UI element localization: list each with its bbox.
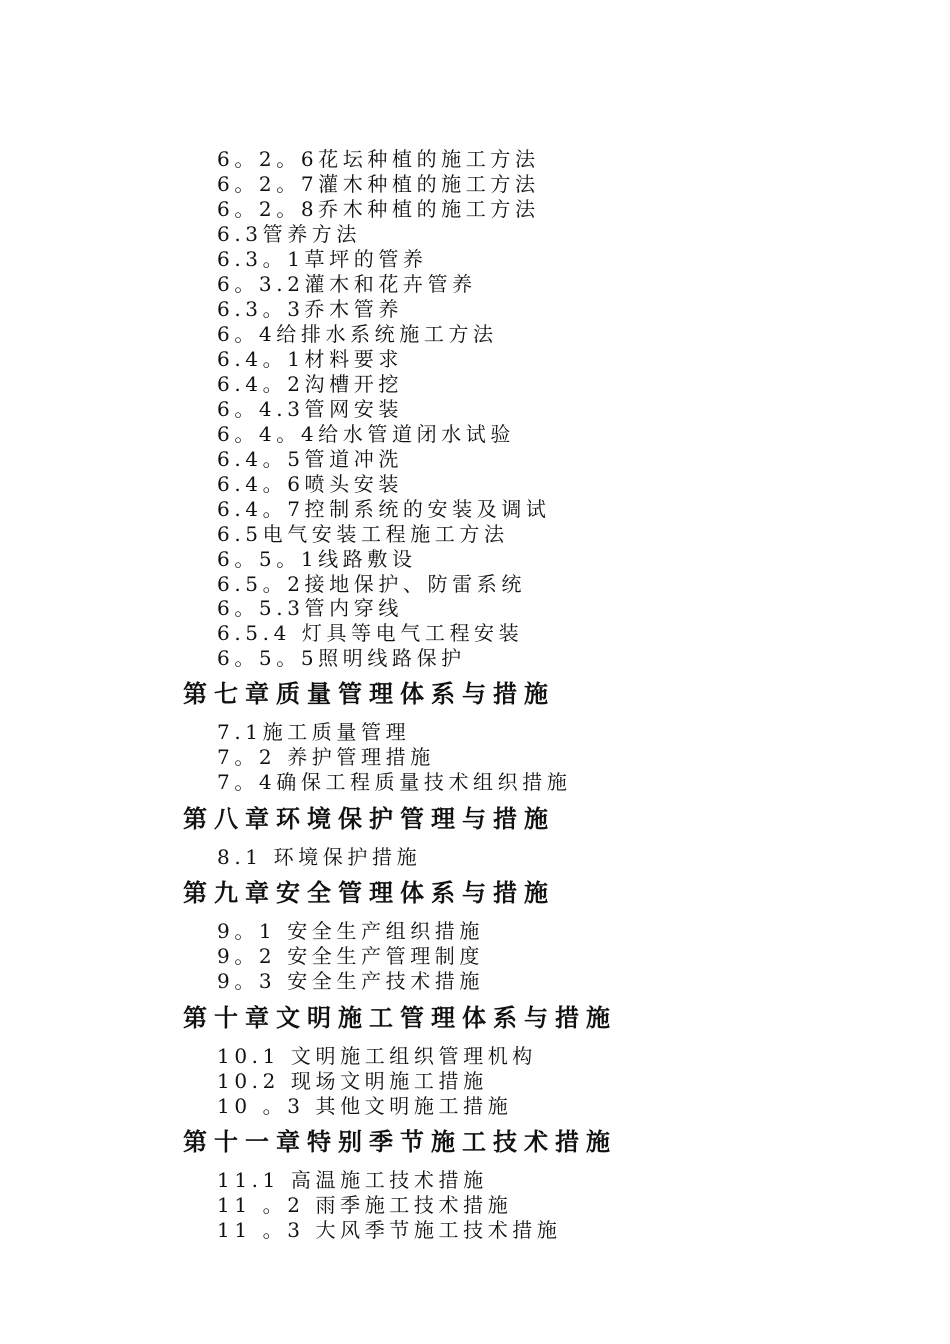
toc-entry: 6.5。2接地保护、防雷系统 <box>217 572 526 596</box>
chapter-heading: 第十一章特别季节施工技术措施 <box>183 1127 617 1156</box>
toc-entry: 6。4.3管网安装 <box>217 397 403 421</box>
toc-entry: 7.1施工质量管理 <box>217 720 411 744</box>
toc-entry: 10.1 文明施工组织管理机构 <box>217 1044 537 1068</box>
toc-entry: 6.4。6喷头安装 <box>217 472 403 496</box>
toc-entry: 6.5电气安装工程施工方法 <box>217 522 509 546</box>
toc-entry: 6.3。1草坪的管养 <box>217 247 428 271</box>
toc-entry: 6。4给排水系统施工方法 <box>217 322 498 346</box>
toc-entry: 6。5.3管内穿线 <box>217 596 403 620</box>
chapter-heading: 第七章质量管理体系与措施 <box>183 679 555 708</box>
toc-entry: 10.2 现场文明施工措施 <box>217 1069 488 1093</box>
toc-entry: 6。5。1线路敷设 <box>217 547 417 571</box>
toc-entry: 11.1 高温施工技术措施 <box>217 1168 488 1192</box>
toc-entry: 6。2。8乔木种植的施工方法 <box>217 197 540 221</box>
toc-entry: 11 。2 雨季施工技术措施 <box>217 1193 513 1217</box>
toc-entry: 8.1 环境保护措施 <box>217 845 422 869</box>
toc-entry: 6。4。4给水管道闭水试验 <box>217 422 515 446</box>
toc-entry: 6.4。1材料要求 <box>217 347 403 371</box>
toc-entry: 7。4确保工程质量技术组织措施 <box>217 770 572 794</box>
toc-entry: 6。2。7灌木种植的施工方法 <box>217 172 540 196</box>
toc-entry: 6。2。6花坛种植的施工方法 <box>217 147 540 171</box>
toc-entry: 6.5.4 灯具等电气工程安装 <box>217 621 524 645</box>
toc-entry: 6.4。7控制系统的安装及调试 <box>217 497 551 521</box>
toc-entry: 9。1 安全生产组织措施 <box>217 919 485 943</box>
chapter-heading: 第九章安全管理体系与措施 <box>183 878 555 907</box>
toc-entry: 6.4。2沟槽开挖 <box>217 372 403 396</box>
toc-entry: 6.4。5管道冲洗 <box>217 447 403 471</box>
toc-entry: 9。3 安全生产技术措施 <box>217 969 485 993</box>
toc-entry: 10 。3 其他文明施工措施 <box>217 1094 513 1118</box>
toc-entry: 7。2 养护管理措施 <box>217 745 435 769</box>
toc-entry: 6。3.2灌木和花卉管养 <box>217 272 477 296</box>
toc-entry: 9。2 安全生产管理制度 <box>217 944 485 968</box>
toc-entry: 6.3管养方法 <box>217 222 362 246</box>
toc-entry: 11 。3 大风季节施工技术措施 <box>217 1218 562 1242</box>
chapter-heading: 第十章文明施工管理体系与措施 <box>183 1003 617 1032</box>
chapter-heading: 第八章环境保护管理与措施 <box>183 804 555 833</box>
toc-entry: 6.3。3乔木管养 <box>217 297 403 321</box>
toc-entry: 6。5。5照明线路保护 <box>217 646 466 670</box>
